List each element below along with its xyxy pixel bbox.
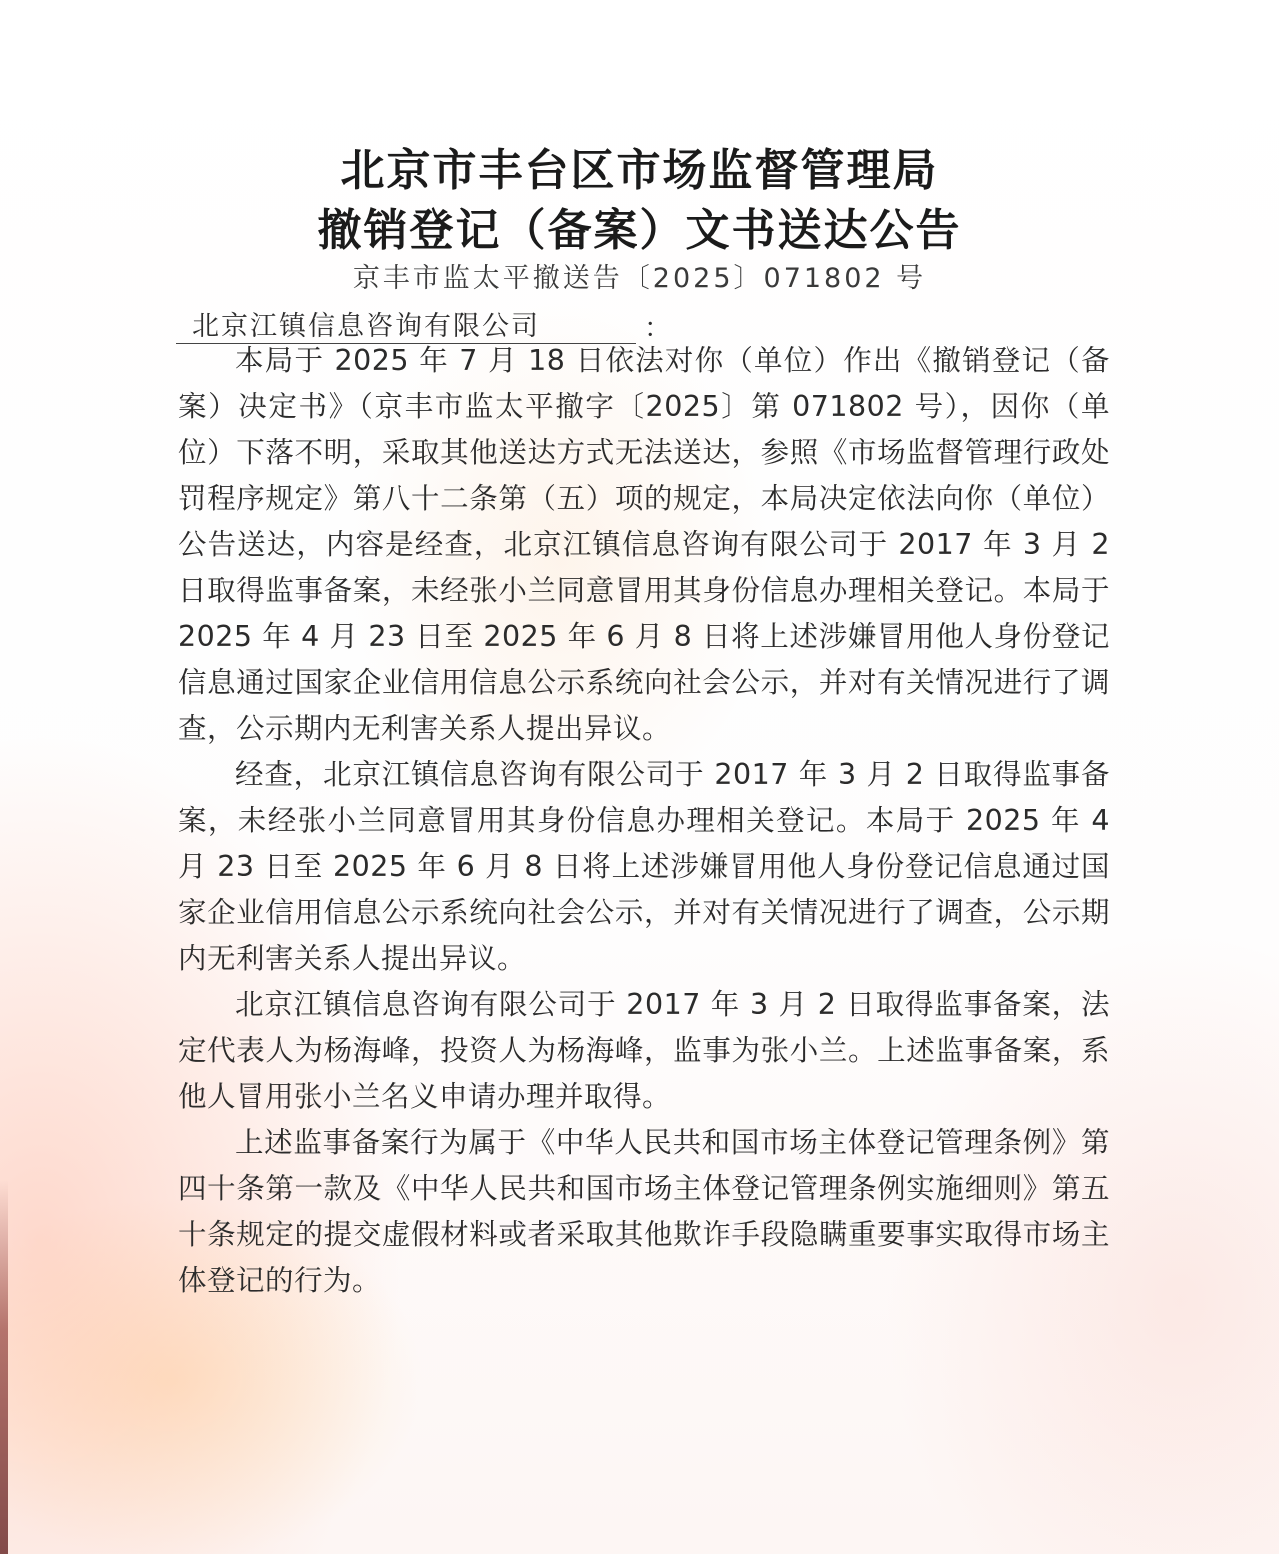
body-paragraph-4: 上述监事备案行为属于《中华人民共和国市场主体登记管理条例》第四十条第一款及《中华人民共和国市场主体登记管理条例实施细则》第五十条规定的提交虚假材料或者采取其他欺诈手段隐瞒重要事实取得市场主体登记的行为。 bbox=[178, 1126, 1110, 1297]
addressee-colon: ： bbox=[644, 313, 673, 344]
document-title-line1: 北京市丰台区市场监督管理局 bbox=[340, 145, 939, 196]
addressee-name: 北京江镇信息咨询有限公司 bbox=[176, 304, 636, 344]
document-number: 京丰市监太平撤送告〔2025〕071802 号 bbox=[352, 263, 927, 294]
body-paragraph-1: 本局于 2025 年 7 月 18 日依法对你（单位）作出《撤销登记（备案）决定书》（京丰市监太平撤字〔2025〕第 071802 号），因你（单位）下落不明，采取其他送达方式无法送达，参照《市场监督管理行政处罚程序规定》第八十二条第（五）项的规定，本局决定依法向你（单位）公告送达，内容是经查，北京江镇信息咨询有限公司于 2017 年 3 月 2 日取得监事备案，未经张小兰同意冒用其身份信息办理相关登记。本局于 2025 年 4 月 23 日至 2025 年 6 月 8 日将上述涉嫌冒用他人身份登记信息通过国家企业信用信息公示系统向社会公示，并对有关情况进行了调查，公示期内无利害关系人提出异议。 bbox=[178, 344, 1110, 745]
addressee-line bbox=[176, 304, 673, 344]
body-paragraph-3: 北京江镇信息咨询有限公司于 2017 年 3 月 2 日取得监事备案，法定代表人为杨海峰，投资人为杨海峰，监事为张小兰。上述监事备案，系他人冒用张小兰名义申请办理并取得。 bbox=[178, 988, 1110, 1113]
body-paragraph-2: 经查，北京江镇信息咨询有限公司于 2017 年 3 月 2 日取得监事备案，未经张小兰同意冒用其身份信息办理相关登记。本局于 2025 年 4 月 23 日至 2025 年 6 月 8 日将上述涉嫌冒用他人身份登记信息通过国家企业信用信息公示系统向社会公示，并对有关情况进行了调查，公示期内无利害关系人提出异议。 bbox=[178, 758, 1110, 975]
paper-edge-shadow bbox=[0, 1180, 8, 1554]
document-body bbox=[178, 338, 1110, 1304]
document-title-line2: 撤销登记（备案）文书送达公告 bbox=[317, 205, 962, 256]
